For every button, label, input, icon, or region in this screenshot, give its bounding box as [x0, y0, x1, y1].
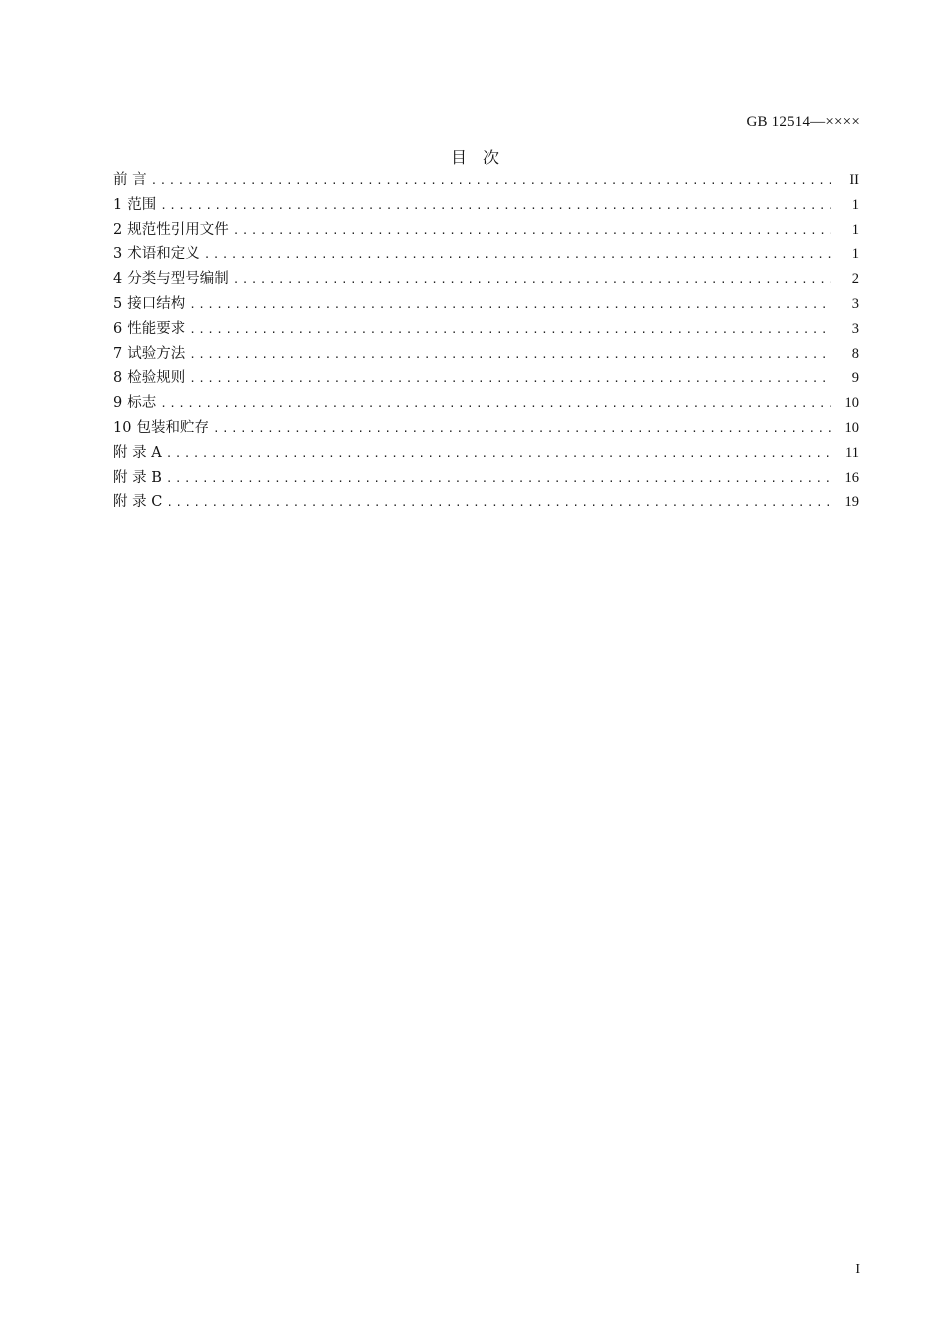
toc-entry-label: 附 录 C [113, 494, 163, 511]
toc-entry-label: 范围 [127, 196, 157, 213]
toc-entry-packaging-storage[interactable] [113, 416, 859, 441]
dot-leader [233, 219, 831, 244]
toc-entry-terms-definitions[interactable] [113, 242, 859, 267]
toc-entry-page: II [849, 172, 859, 188]
toc-entry-page: 19 [844, 494, 859, 511]
toc-entry-label: 检验规则 [127, 370, 186, 387]
toc-entry-page: 1 [851, 196, 859, 213]
toc-entry-label: 规范性引用文件 [127, 221, 229, 238]
toc-entry-performance[interactable] [113, 317, 859, 342]
toc-entry-number: 6 [113, 320, 123, 337]
toc-entry-page: 9 [851, 370, 859, 387]
toc-entry-label: 接口结构 [127, 295, 186, 312]
dot-leader [233, 268, 831, 293]
dot-leader [189, 318, 831, 343]
toc-entry-label: 性能要求 [127, 320, 186, 337]
toc-entry-label: 包装和贮存 [136, 419, 209, 436]
toc-entry-scope[interactable] [113, 193, 859, 218]
toc-entry-page: 3 [851, 295, 859, 312]
toc-entry-number: 10 [113, 419, 132, 436]
dot-leader [189, 367, 831, 392]
toc-entry-label: 试验方法 [127, 345, 186, 362]
dot-leader [189, 343, 831, 368]
toc-entry-page: 10 [844, 395, 859, 412]
page-number: I [855, 1262, 860, 1277]
toc-entry-page: 11 [845, 444, 859, 461]
toc-entry-test-methods[interactable] [113, 342, 859, 367]
toc-entry-number: 1 [113, 196, 123, 213]
dot-leader [160, 194, 831, 219]
toc-entry-appendix-a[interactable] [113, 441, 859, 466]
toc-title: 目 次 [450, 148, 499, 167]
table-of-contents [113, 168, 859, 515]
toc-entry-foreword[interactable] [113, 168, 859, 193]
toc-entry-label: 前 言 [113, 172, 147, 188]
toc-entry-number: 2 [113, 221, 123, 238]
document-code: GB 12514—×××× [746, 114, 860, 130]
toc-entry-page: 3 [851, 320, 859, 337]
toc-entry-label: 分类与型号编制 [127, 271, 229, 288]
toc-entry-number: 5 [113, 295, 123, 312]
toc-entry-number: 3 [113, 246, 123, 263]
dot-leader [204, 243, 831, 268]
dot-leader [213, 417, 831, 442]
dot-leader [166, 491, 831, 516]
toc-entry-appendix-c[interactable] [113, 490, 859, 515]
toc-entry-number: 8 [113, 370, 123, 387]
toc-entry-label: 附 录 A [113, 444, 162, 461]
toc-entry-number: 7 [113, 345, 123, 362]
toc-entry-appendix-b[interactable] [113, 466, 859, 491]
toc-entry-page: 1 [851, 221, 859, 238]
dot-leader [166, 467, 831, 492]
toc-entry-normative-references[interactable] [113, 218, 859, 243]
toc-entry-classification[interactable] [113, 267, 859, 292]
toc-entry-inspection-rules[interactable] [113, 366, 859, 391]
toc-entry-label: 附 录 B [113, 469, 162, 486]
toc-entry-interface-structure[interactable] [113, 292, 859, 317]
dot-leader [189, 293, 831, 318]
toc-entry-number: 9 [113, 395, 123, 412]
toc-entry-page: 1 [851, 246, 859, 263]
toc-entry-marking[interactable] [113, 391, 859, 416]
toc-entry-label: 标志 [127, 395, 157, 412]
toc-entry-page: 8 [851, 345, 859, 362]
toc-entry-number: 4 [113, 271, 123, 288]
toc-entry-page: 10 [844, 419, 859, 436]
dot-leader [151, 169, 831, 194]
toc-entry-page: 16 [844, 469, 859, 486]
dot-leader [160, 392, 831, 417]
toc-entry-label: 术语和定义 [127, 246, 200, 263]
toc-entry-page: 2 [851, 271, 859, 288]
dot-leader [166, 442, 831, 467]
